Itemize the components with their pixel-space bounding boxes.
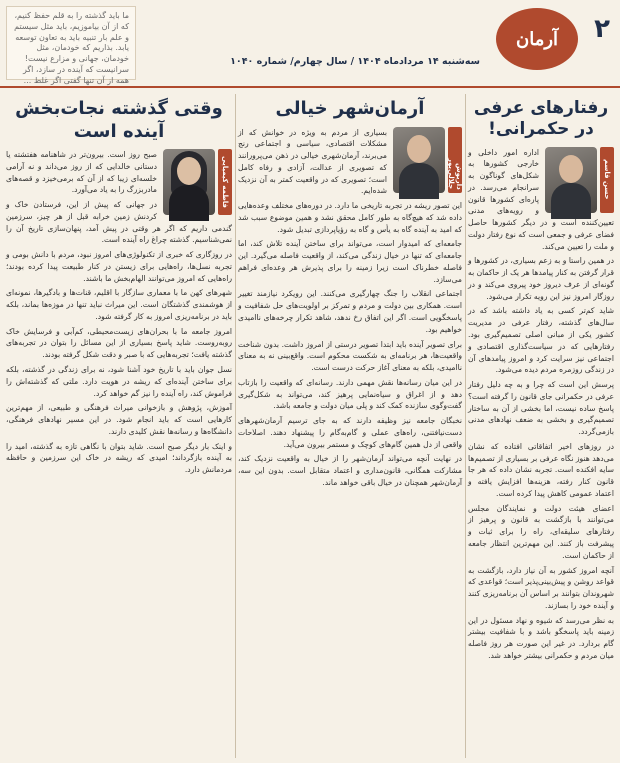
article1-paragraph: اداره امور داخلی و خارجی کشورها به شکل‌های گوناگون به سرانجام می‌رسد. در پاره‌ای کشورها قانون و رویه‌های مدنی تعیین‌کننده است و در دیگر کشورها حاصل فضای عرفی و جمعی است که نوع رفتار دولت و ملت را تعیین می‌کند. bbox=[468, 147, 614, 251]
header-divider bbox=[0, 86, 620, 88]
article3-paragraph: آموزش، پژوهش و بازخوانی میراث فرهنگی و طبیعی، از مهم‌ترین کارهایی است که باید انجام شود. در این مسیر نهادهای فرهنگی، دانشگاه‌ها و رسانه‌ها نقش کلیدی دارند. bbox=[6, 403, 232, 436]
article3-title: وقتی گذشته نجات‌بخش آینده است bbox=[15, 98, 223, 142]
article3-author-name: فاطمه کیمیایی bbox=[218, 149, 232, 215]
article2-paragraph: بسیاری از مردم به ویژه در خوانش که از مشکلات اقتصادی، سیاسی و اجتماعی رنج می‌برند، آرمان‌شهری خیالی در ذهن می‌پرورانند که تصویری از عدالت، آزادی و رفاه کامل است؛ تصویری که در واقعیت کمتر به آن نزدیک شده‌ایم. bbox=[238, 127, 387, 196]
article3-author-photo bbox=[163, 149, 215, 215]
article1-paragraph: در همین راستا و به زعم بسیاری، در کشورها و قرار گرفتن به کنار پیامدها هر یک از حاکمان به گونه‌ای از عرف دیروز خود پیروی می‌کند و در روزگار امروز نیز این رویه تکرار می‌شود. bbox=[468, 256, 614, 301]
article2-paragraph: در این میان رسانه‌ها نقش مهمی دارند. رسانه‌ای که واقعیت را بازتاب دهد و از اغراق و سیاه‌نمایی پرهیز کند، می‌تواند به شکل‌گیری گفت‌وگوی سازنده کمک کند و پلی میان دولت و جامعه باشد. bbox=[238, 377, 462, 411]
article1-paragraph: در روزهای اخیر اتفاقاتی افتاده که نشان می‌دهد هنوز نگاه عرفی بر بسیاری از تصمیم‌ها سایه افکنده است. تجربه نشان داده که هر جا قانون کنار رفته، هزینه‌ها افزایش یافته و اعتماد عمومی کاهش پیدا کرده است. bbox=[468, 441, 614, 498]
article1-title: رفتارهای عرفی در حکمرانی! bbox=[473, 98, 609, 140]
article2-author-box bbox=[393, 127, 462, 193]
column-divider bbox=[465, 94, 466, 758]
article-column-1 bbox=[468, 94, 614, 758]
article1-paragraph: به نظر می‌رسد که شیوه و نهاد مسئول در این زمینه باید پاسخگو باشد و با شفافیت بیشتر گام بردارد. در غیر این صورت هر روز فاصله میان مردم و حکمرانی بیشتر خواهد شد. bbox=[468, 615, 614, 660]
article2-paragraph: نخبگان جامعه نیز وظیفه دارند که به جای ترسیم آرمان‌شهرهای دست‌نیافتنی، راه‌های عملی و گام‌به‌گام را پیشنهاد دهند. اصلاحات واقعی از دل همین گام‌های کوچک و مستمر بیرون می‌آید. bbox=[238, 416, 462, 449]
article3-paragraph: صبح روز است. بیرون‌تر در شاهنامه هفتشته یا دستانی خالدایی که از روز می‌داند و نه آرامی خلسه‌ای زیبا که از آن که برمی‌خیزد و قصه‌های مادربزرگ را به یاد می‌آورد. bbox=[6, 150, 157, 195]
top-note: ما باید گذشته را به قلم حفظ کنیم، که از آن بیاموزیم، باید مثل سیستم و علم بار تنبیه باید به تعاون توسعه یابد. بذاریم که خودمان، مثل خودمان، جهانی و مزارع نیست! سرانیست که آینده در سازد، اگر همه از آن تنها گفتی اگر غلط ... bbox=[6, 6, 136, 80]
article2-paragraph: اجتماعی انقلاب را جنگ چهارگیری می‌کنند. این رویکرد نیازمند تغییر است. همکاری بین دولت و مردم و تمرکز بر اولویت‌های حل شفافیت و پاسخگویی است. اگر این اتفاق رخ ندهد، شاهد تکرار چرخه‌های ناامیدی خواهیم بود. bbox=[238, 289, 462, 334]
article1-paragraph: شاید کم‌تر کسی به یاد داشته باشد که در سال‌های گذشته، رفتار عرفی در مدیریت کشور یکی از مبانی اصلی تصمیم‌گیری بود. رفتارهایی که در سیاست‌گذاری اقتصادی و اجتماعی نیز سرایت کرد و امروز پیامدهای آن در زندگی روزمره مردم دیده می‌شود. bbox=[468, 306, 614, 375]
article2-title: آرمان‌شهر خیالی bbox=[275, 98, 425, 119]
article1-paragraph: اعضای هیئت دولت و نمایندگان مجلس می‌توانند با بازگشت به قانون و پرهیز از رفتارهای سلیقه‌ای، راه را برای ثبات و پیشرفت باز کنند. این مهم‌ترین انتظار جامعه از حاکمان است. bbox=[468, 503, 614, 560]
article2-author-photo bbox=[393, 127, 445, 193]
newspaper-logo bbox=[496, 8, 578, 70]
article3-paragraph: در روزگاری که خبری از تکنولوژی‌های امروز نبود، مردم با دانش بومی و تجربه نسل‌ها، راه‌هایی برای زیستن در کنار طبیعت پیدا کرده بودند؛ راه‌هایی که امروز می‌توانند الهام‌بخش ما باشند. bbox=[6, 250, 232, 283]
article3-paragraph: در جهانی که پیش از این، فرستادن خاک و کردنش زمین خرابه قبل از هر چیز، سرزمین گندمی داریم که اگر هر وقتی در پیش آمد، پنهان‌سازی تاریخ آن را نمی‌شناسیم. گذشته چراغ راه آینده است. bbox=[6, 200, 232, 245]
article2-paragraph: برای تصویر آینده باید ابتدا تصویر درستی از امروز داشت. بدون شناخت واقعیت‌ها، هر برنامه‌ای به شکست محکوم است. واقع‌بینی نه به معنای ناامیدی، بلکه به معنای آغاز حرکت درست است. bbox=[238, 339, 462, 373]
article2-paragraph: در نهایت آنچه می‌تواند آرمان‌شهر را از خیال به واقعیت نزدیک کند، مشارکت همگانی، قانون‌مداری و اعتماد متقابل است. بدون این سه، آرمان‌شهر همچنان در خیال باقی خواهد ماند. bbox=[238, 454, 462, 487]
article1-paragraph: پرسش این است که چرا و به چه دلیل رفتار عرفی در حکمرانی جای قانون را گرفته است؟ پاسخ ساده نیست، اما بخشی از آن به ساختار تصمیم‌گیری و بخشی به ضعف نهادهای مدنی بازمی‌گردد. bbox=[468, 380, 614, 437]
article3-paragraph: امروز جامعه ما با بحران‌های زیست‌محیطی، کم‌آبی و فرسایش خاک روبه‌روست. شاید پاسخ بسیاری از این مسائل را بتوان در تجربه‌های گذشته یافت؛ تجربه‌هایی که با صبر و دقت شکل گرفته بودند. bbox=[6, 326, 232, 360]
issue-line: سه‌شنبه ۱۴ مرداد‌ماه ۱۴۰۴ / سال چهارم/ شماره ۱۰۴۰ bbox=[230, 56, 480, 67]
article2-paragraph: این تصور ریشه در تجربه تاریخی ما دارد. در دوره‌های مختلف وعده‌هایی داده شد که هیچ‌گاه به طور کامل محقق نشد و همین موضوع سبب شد که امید به آینده گاه به یأس و گاه به رؤیاپردازی تبدیل شود. bbox=[238, 201, 462, 234]
article3-author-box bbox=[163, 149, 232, 215]
logo-text: آرمان bbox=[515, 28, 559, 50]
article2-paragraph: جامعه‌ای که امیدوار است، می‌تواند برای ساختن آینده تلاش کند، اما جامعه‌ای که تنها در خیال زندگی می‌کند، از واقعیت فاصله می‌گیرد. این فاصله خطرناک است زیرا زمینه را برای پذیرش هر وعده‌ای فراهم می‌سازد. bbox=[238, 239, 462, 284]
page-number: ۲ bbox=[594, 14, 610, 44]
article-column-3 bbox=[6, 94, 232, 758]
article1-paragraph: آنچه امروز کشور به آن نیاز دارد، بازگشت به قواعد روشن و پیش‌بینی‌پذیر است؛ قواعدی که شهروندان بتوانند بر اساس آن برنامه‌ریزی کنند و آینده خود را بسازند. bbox=[468, 565, 614, 610]
article1-author-name: حسن قاسم bbox=[600, 147, 614, 213]
article3-paragraph: شهرهای کهن ما با معماری سازگار با اقلیم، قنات‌ها و بادگیرها، نمونه‌ای از هوشمندی گذشتگان است. این میراث نباید تنها در موزه‌ها بماند، بلکه باید در برنامه‌ریزی امروز به کار گرفته شود. bbox=[6, 288, 232, 321]
article1-author-photo bbox=[545, 147, 597, 213]
article3-paragraph: نسل جوان باید با تاریخ خود آشنا شود، نه برای زندگی در گذشته، بلکه برای ساختن آینده‌ای که ریشه در هویت دارد. ملتی که گذشته‌اش را فراموش کند، راه آینده را نیز گم خواهد کرد. bbox=[6, 365, 232, 398]
article3-paragraph: و اینک بار دیگر صبح است. شاید بتوان با نگاهی تازه به گذشته، امید را به آینده بازگرداند؛ امیدی که ریشه در خاک این سرزمین و حافظه مردمانش دارد. bbox=[6, 441, 232, 475]
page-header bbox=[0, 0, 620, 86]
article1-author-box bbox=[545, 147, 614, 213]
article-column-2 bbox=[238, 94, 462, 758]
column-divider bbox=[235, 94, 236, 758]
article2-author-name: داریوش جلالی‌پور bbox=[448, 127, 462, 193]
